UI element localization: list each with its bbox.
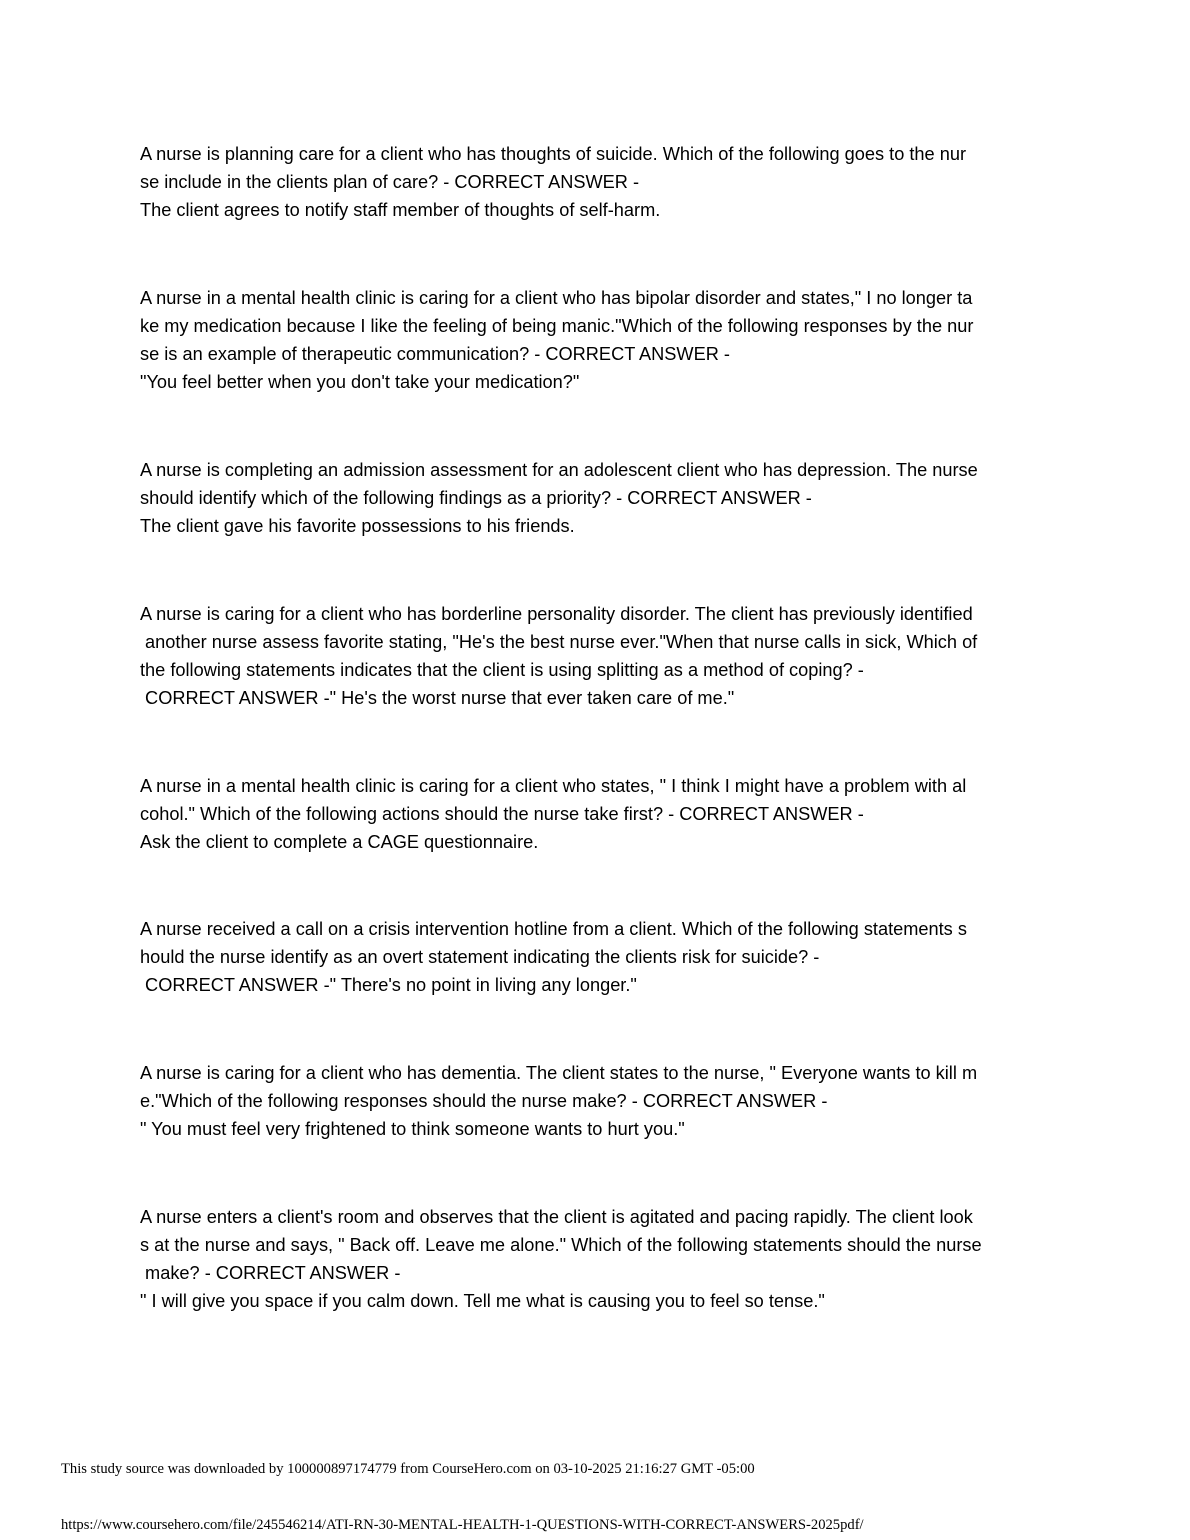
qa-answer-line: The client gave his favorite possessions to his friends. [140, 516, 575, 537]
qa-line: make? - CORRECT ANSWER - [140, 1263, 401, 1284]
qa-answer-line: " I will give you space if you calm down. Tell me what is causing you to feel so tense." [140, 1291, 825, 1312]
qa-line: A nurse in a mental health clinic is caring for a client who has bipolar disorder and states," I no longer ta [140, 288, 973, 308]
qa-answer-line: CORRECT ANSWER -" There's no point in living any longer." [140, 975, 637, 996]
qa-answer-line: The client agrees to notify staff member of thoughts of self-harm. [140, 200, 661, 221]
qa-item-4 [140, 600, 1060, 712]
qa-item-8 [140, 1203, 1060, 1315]
qa-line: A nurse is caring for a client who has borderline personality disorder. The client has previously identified [140, 604, 973, 624]
qa-line: A nurse is planning care for a client who has thoughts of suicide. Which of the following goes to the nur [140, 144, 966, 164]
qa-answer-line: CORRECT ANSWER -" He's the worst nurse that ever taken care of me." [140, 688, 735, 709]
qa-line: e."Which of the following responses should the nurse make? - CORRECT ANSWER - [140, 1091, 828, 1112]
qa-item-5 [140, 772, 1060, 856]
qa-item-7 [140, 1059, 1060, 1143]
qa-line: cohol." Which of the following actions should the nurse take first? - CORRECT ANSWER - [140, 804, 864, 825]
qa-item-1 [140, 140, 1060, 224]
source-url: https://www.coursehero.com/file/245546214/ATI-RN-30-MENTAL-HEALTH-1-QUESTIONS-WITH-CORRECT-ANSWERS-2025pdf/ [61, 1517, 864, 1533]
qa-line: hould the nurse identify as an overt statement indicating the clients risk for suicide? - [140, 947, 820, 968]
qa-item-3 [140, 456, 1060, 540]
qa-line: s at the nurse and says, " Back off. Leave me alone." Which of the following statements should the nurse [140, 1235, 982, 1256]
qa-line: se is an example of therapeutic communication? - CORRECT ANSWER - [140, 344, 730, 365]
qa-answer-line: " You must feel very frightened to think someone wants to hurt you." [140, 1119, 685, 1140]
qa-answer-line: Ask the client to complete a CAGE questionnaire. [140, 832, 539, 853]
qa-line: A nurse in a mental health clinic is caring for a client who states, " I think I might have a problem with al [140, 776, 967, 796]
qa-line: A nurse is caring for a client who has dementia. The client states to the nurse, " Everyone wants to kill m [140, 1063, 978, 1083]
qa-answer-line: "You feel better when you don't take your medication?" [140, 372, 580, 393]
qa-line: A nurse enters a client's room and observes that the client is agitated and pacing rapidly. The client look [140, 1207, 973, 1227]
qa-line: the following statements indicates that the client is using splitting as a method of coping? - [140, 660, 864, 681]
qa-line: another nurse assess favorite stating, "He's the best nurse ever."When that nurse calls in sick, Which of [140, 632, 978, 653]
qa-line: A nurse received a call on a crisis intervention hotline from a client. Which of the following statements s [140, 919, 967, 939]
source-notice: This study source was downloaded by 100000897174779 from CourseHero.com on 03-10-2025 21:16:27 GMT -05:00 [61, 1461, 755, 1477]
qa-item-6 [140, 915, 1060, 999]
qa-line: ke my medication because I like the feeling of being manic."Which of the following responses by the nur [140, 316, 974, 337]
qa-line: se include in the clients plan of care? - CORRECT ANSWER - [140, 172, 640, 193]
qa-item-2 [140, 284, 1060, 396]
qa-line: A nurse is completing an admission assessment for an adolescent client who has depression. The nurse [140, 460, 978, 480]
qa-line: should identify which of the following findings as a priority? - CORRECT ANSWER - [140, 488, 812, 509]
